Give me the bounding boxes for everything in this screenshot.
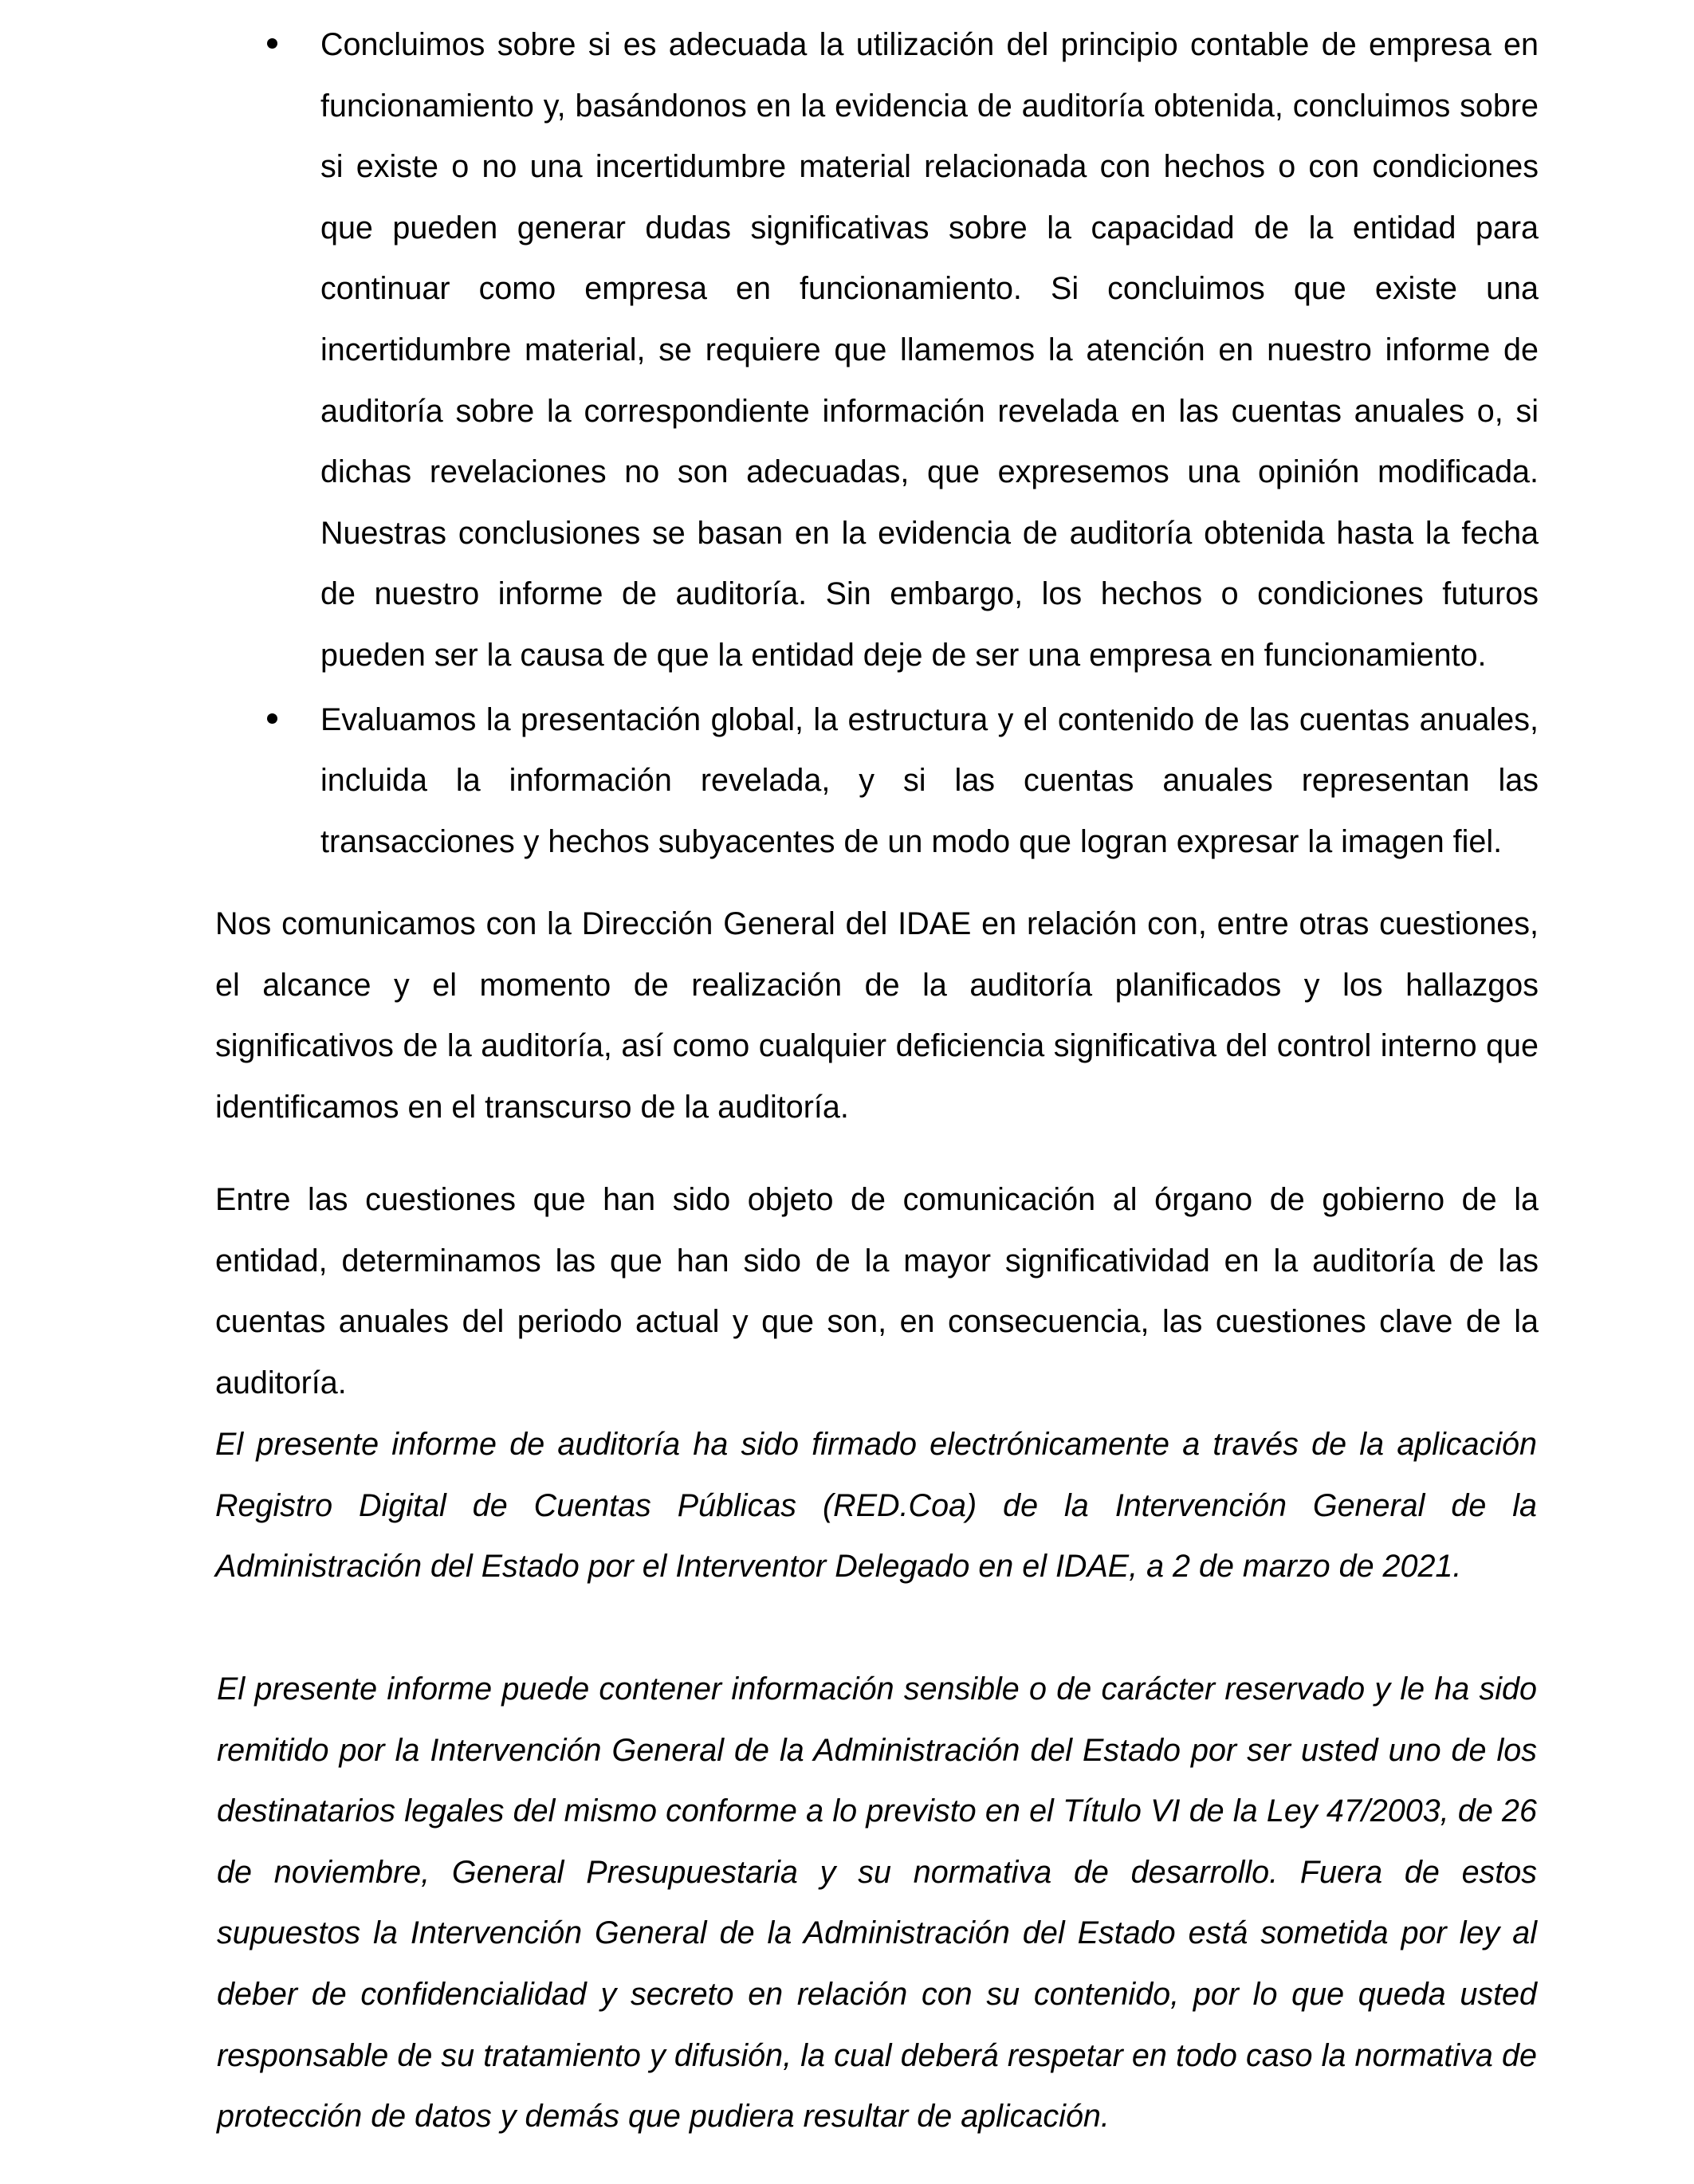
confidentiality-note: El presente informe puede contener información sensible o de carácter reservado y le ha sido remitido por la Intervención General de la Administración del Estado por ser usted uno de los destinatarios legales del mismo conforme a lo previsto en el Título VI de la Ley 47/2003, de 26 de noviembre, General Presupuestaria y su normativa de desarrollo. Fuera de estos supuestos la Intervención General de la Administración del Estado está sometida por ley al deber de confidencialidad y secreto en relación con su contenido, por lo que queda usted responsable de su tratamiento y difusión, la cual deberá respetar en todo caso la normativa de protección de datos y demás que pudiera resultar de aplicación. bbox=[217, 1671, 1537, 2135]
list-item-going-concern bbox=[271, 14, 1539, 686]
bullet-icon bbox=[267, 38, 277, 49]
list-item-text: Evaluamos la presentación global, la estructura y el contenido de las cuentas anuales, incluida la información revelada, y si las cuentas anuales representan las transacciones y hechos subyacentes de un modo que logran expresar la imagen fiel. bbox=[320, 701, 1539, 859]
electronic-signature-note: El presente informe de auditoría ha sido firmado electrónicamente a través de la aplicación Registro Digital de Cuentas Públicas (RED.Coa) de la Intervención General de la Administración del Estado por el Interventor Delegado en el IDAE, a 2 de marzo de 2021. bbox=[215, 1427, 1537, 1585]
communication-paragraph: Nos comunicamos con la Dirección General del IDAE en relación con, entre otras cuestiones, el alcance y el momento de realización de la auditoría planificados y los hallazgos significativos de la auditoría, así como cualquier deficiencia significativa del control interno que identificamos en el transcurso de la auditoría. bbox=[215, 906, 1539, 1125]
audit-procedures-list bbox=[271, 14, 1539, 872]
list-item-text: Concluimos sobre si es adecuada la utilización del principio contable de empresa en funcionamiento y, basándonos en la evidencia de auditoría obtenida, concluimos sobre si existe o no una incertidumbre material relacionada con hechos o con condiciones que pueden generar dudas significativas sobre la capacidad de la entidad para continuar como empresa en funcionamiento. Si concluimos que existe una incertidumbre material, se requiere que llamemos la atención en nuestro informe de auditoría sobre la correspondiente información revelada en las cuentas anuales o, si dichas revelaciones no son adecuadas, que expresemos una opinión modificada. Nuestras conclusiones se basan en la evidencia de auditoría obtenida hasta la fecha de nuestro informe de auditoría. Sin embargo, los hechos o condiciones futuros pueden ser la causa de que la entidad deje de ser una empresa en funcionamiento. bbox=[320, 27, 1539, 673]
list-item-presentation bbox=[271, 689, 1539, 873]
key-audit-matters-paragraph: Entre las cuestiones que han sido objeto de comunicación al órgano de gobierno de la entidad, determinamos las que han sido de la mayor significatividad en la auditoría de las cuentas anuales del periodo actual y que son, en consecuencia, las cuestiones clave de la auditoría. bbox=[215, 1182, 1539, 1400]
bullet-icon bbox=[267, 713, 277, 724]
